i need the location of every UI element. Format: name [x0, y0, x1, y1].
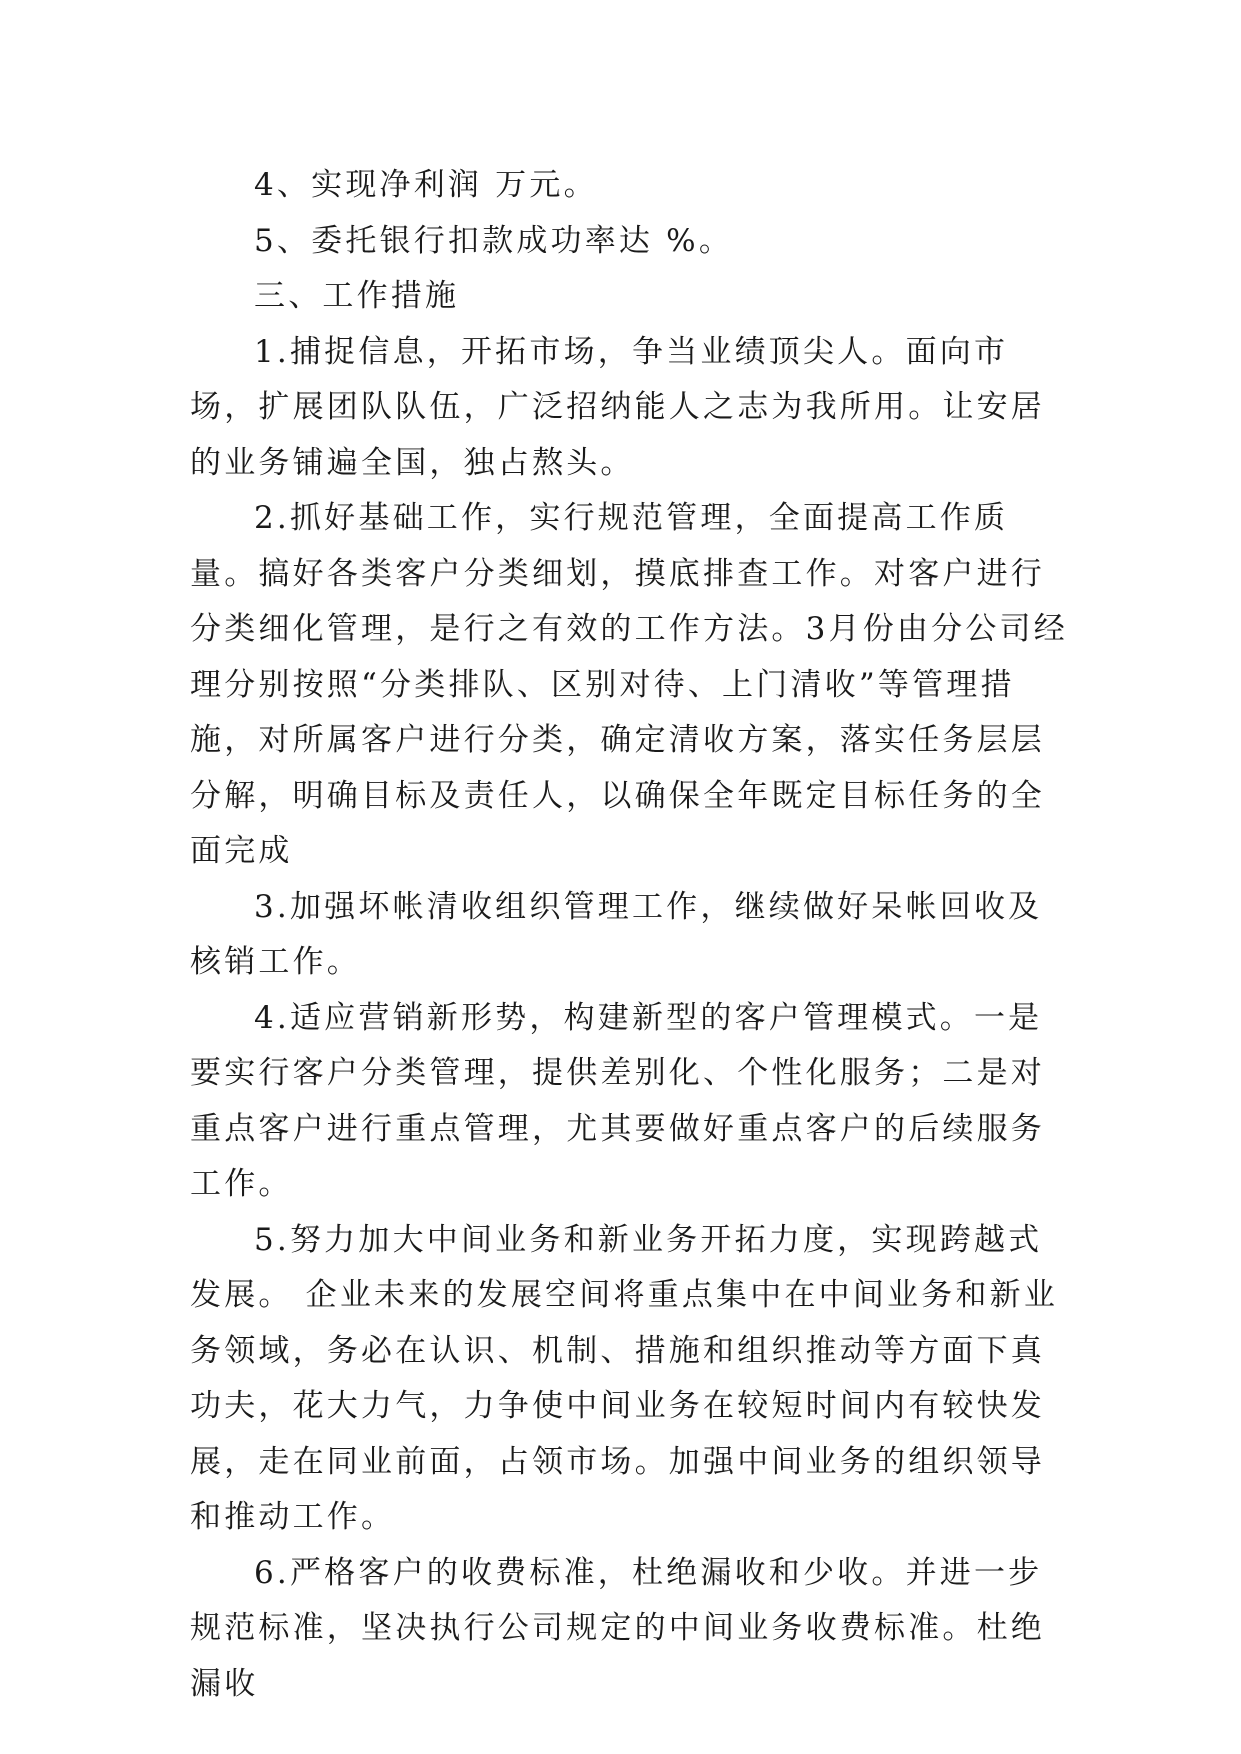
paragraph-measure-5: 5.努力加大中间业务和新业务开拓力度，实现跨越式发展。 企业未来的发展空间将重点集中在中间业务和新业务领域，务必在认识、机制、措施和组织推动等方面下真功夫，花大力气，力争使中间业务在较短时间内有较快发展，走在同业前面，占领市场。加强中间业务的组织领导和推动工作。 [190, 1221, 1059, 1535]
section-heading-work-measures: 三、工作措施 [254, 278, 460, 314]
paragraph-measure-2: 2.抓好基础工作，实行规范管理，全面提高工作质量。搞好各类客户分类细划，摸底排查工作。对客户进行分类细化管理，是行之有效的工作方法。3月份由分公司经理分别按照“分类排队、区别对待、上门清收”等管理措施，对所属客户进行分类，确定清收方案，落实任务层层分解，明确目标及责任人，以确保全年既定目标任务的全面完成 [190, 500, 1068, 869]
paragraph-measure-3: 3.加强坏帐清收组织管理工作，继续做好呆帐回收及核销工作。 [190, 888, 1043, 980]
paragraph-measure-6: 6.严格客户的收费标准，杜绝漏收和少收。并进一步规范标准，坚决执行公司规定的中间业务收费标准。杜绝漏收 [190, 1554, 1045, 1702]
paragraph-measure-4: 4.适应营销新形势，构建新型的客户管理模式。一是要实行客户分类管理，提供差别化、个性化服务；二是对重点客户进行重点管理，尤其要做好重点客户的后续服务工作。 [190, 999, 1045, 1202]
document-page [190, 158, 1070, 1712]
paragraph-measure-1: 1.捕捉信息，开拓市场，争当业绩顶尖人。面向市场，扩展团队队伍，广泛招纳能人之志为我所用。让安居的业务铺遍全国，独占熬头。 [190, 333, 1045, 481]
paragraph-deduction-rate: 5、委托银行扣款成功率达 %。 [254, 222, 734, 259]
paragraph-net-profit: 4、实现净利润 万元。 [254, 167, 598, 203]
